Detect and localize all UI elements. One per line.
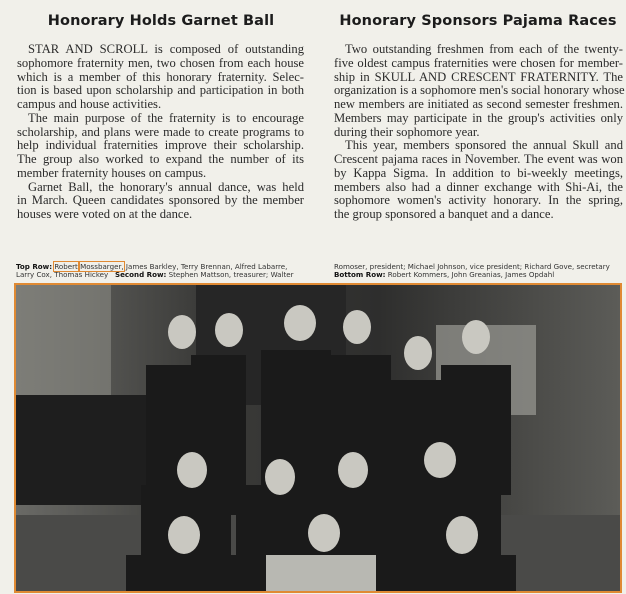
caption-text: James Barkley, Terry Brennan, Alfred Labarre, (125, 262, 288, 271)
caption-text: Robert Kommers, John Greanias, James Opdahl (387, 270, 555, 280)
body-text-line: The main purpose of the fraternity is to encourage (28, 110, 304, 125)
caption-text: Stephen Mattson, treasurer; Walter (168, 270, 294, 280)
body-text-line: Garnet Ball, the honorary's annual dance, was held (28, 179, 304, 194)
right-article-title: Honorary Sponsors Pajama Races (339, 13, 617, 29)
left-article-body (17, 43, 304, 222)
body-text-line: new members are initiated as second semester freshmen. (334, 97, 623, 111)
body-text-line: scholarship, and plans were made to create programs to (17, 124, 304, 139)
body-text-line: sophomore women's activity honorary. In the spring, (334, 193, 623, 208)
body-text-line: members also had a dinner exchange with Shi-Ai, the (334, 179, 623, 194)
body-text-line: Two outstanding freshmen from each of the twenty- (345, 42, 623, 56)
photo-caption-left (16, 263, 306, 280)
body-text-line: campus and house activities. (17, 97, 162, 111)
group-photo-image (16, 285, 620, 591)
body-text-line: ship in SKULL AND CRESCENT FRATERNITY. The (334, 69, 623, 84)
highlighted-name-robert[interactable]: Robert (54, 262, 78, 271)
body-text-line: Members may participate in the group's activities only (334, 110, 623, 125)
body-text-line: organization is a sophomore men's social honorary whose (334, 83, 625, 98)
body-text-line: tion is based upon scholarship and participation in both (17, 83, 304, 98)
highlighted-name-mossbarger[interactable]: Mossbarger, (80, 262, 124, 271)
body-text-line: houses were voted on at the dance. (17, 207, 193, 221)
body-text-line: sophomore fraternity men, two chosen from each house (17, 55, 304, 70)
body-text-line: five oldest campus fraternities were chosen for member- (334, 55, 623, 70)
caption-text: Romoser, president; Michael Johnson, vice president; Richard Gove, secretary (334, 262, 610, 271)
body-text-line: Crescent pajama races in November. The event was won (334, 152, 623, 166)
body-text-line: the group sponsored a banquet and a dance. (334, 207, 554, 221)
photo-caption-right (334, 263, 624, 280)
body-text-line: This year, members sponsored the annual Skull and (345, 138, 623, 153)
right-article-body (334, 43, 623, 222)
body-text-line: in March. Queen candidates sponsored by the member (17, 193, 304, 208)
body-text-line: by Kappa Sigma. In addition to bi-weekly meetings, (334, 165, 623, 180)
body-text-line: during their sophomore year. (334, 124, 480, 139)
body-text-line: help individual fraternities improve their scholarship. (17, 138, 304, 153)
top-row-label: Top Row: (16, 262, 53, 271)
group-photo (14, 283, 622, 593)
left-article-title: Honorary Holds Garnet Ball (47, 13, 275, 29)
body-text-line: which is a member of this honorary fraternity. Selec- (17, 69, 304, 84)
body-text-line: STAR AND SCROLL is composed of outstanding (28, 42, 304, 56)
body-text-line: The group also worked to expand the number of its (17, 152, 304, 166)
body-text-line: member fraternity houses on campus. (17, 165, 207, 180)
second-row-label: Second Row: (115, 270, 167, 280)
bottom-row-label: Bottom Row: (334, 270, 386, 280)
caption-text: Larry Cox, Thomas Hickey (16, 270, 109, 280)
